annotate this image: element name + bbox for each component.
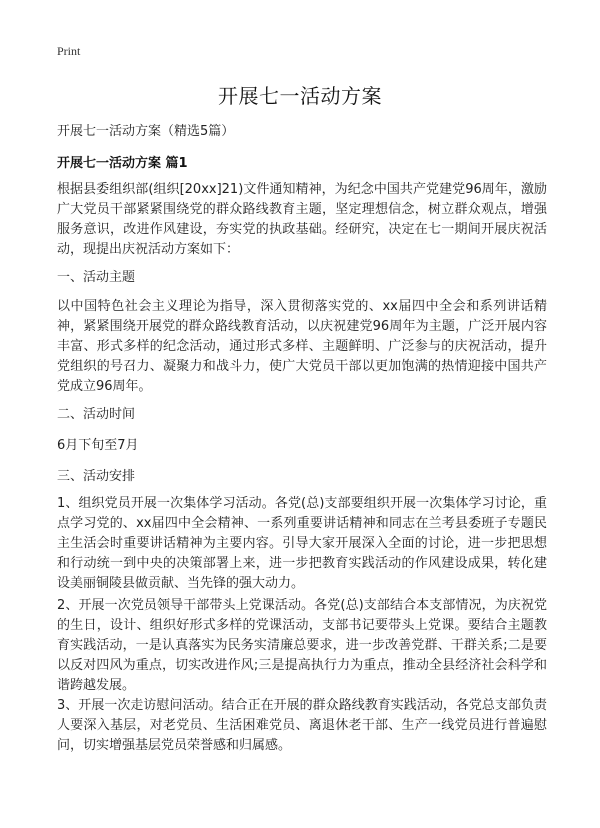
heading-theme: 一、活动主题 (57, 270, 136, 285)
document-subtitle: 开展七一活动方案（精选5篇） (57, 124, 235, 139)
arrangement-item-3: 3、开展一次走访慰问活动。结合正在开展的群众路线教育实践活动，各党总支部负责人要深入基层，对老党员、生活困难党员、离退休老干部、生产一线党员进行普遍慰问，切实增强基层党员荣誉感和归属感。 (57, 698, 547, 753)
arrangement-item-2: 2、开展一次党员领导干部带头上党课活动。各党(总)支部结合本支部情况，为庆祝党的生日，设计、组织好形式多样的党课活动，支部书记要带头上党课。要结合主题教育实践活动，一是认真落实为民务实清廉总要求，进一步改善党群、干群关系;二是要以反对四风为重点，切实改进作风;三是提高执行力为重点，推动全县经济社会科学和谐跨越发展。 (57, 598, 547, 693)
time-text: 6月下旬至7月 (57, 438, 139, 453)
intro-paragraph: 根据县委组织部(组织[20xx]21)文件通知精神，为纪念中国共产党建党96周年，激励广大党员干部紧紧围绕党的群众路线教育主题，坚定理想信念，树立群众观点，增强服务意识，改进作风建设，夯实党的执政基础。经研究，决定在七一期间开展庆祝活动，现提出庆祝活动方案如下： (57, 182, 547, 257)
theme-paragraph: 以中国特色社会主义理论为指导，深入贯彻落实党的、xx届四中全会和系列讲话精神，紧紧围绕开展党的群众路线教育活动，以庆祝建党96周年为主题，广泛开展内容丰富、形式多样的纪念活动，通过形式多样、主题鲜明、广泛参与的庆祝活动，提升党组织的号召力、凝聚力和战斗力，使广大党员干部以更加饱满的热情迎接中国共产党成立96周年。 (57, 299, 547, 394)
section-heading: 开展七一活动方案 篇1 (57, 156, 188, 171)
heading-arrange: 三、活动安排 (57, 469, 136, 484)
document-title: 开展七一活动方案 (218, 84, 382, 108)
heading-time: 二、活动时间 (57, 407, 136, 422)
arrangement-item-1: 1、组织党员开展一次集体学习活动。各党(总)支部要组织开展一次集体学习讨论，重点学习党的、xx届四中全会精神、一系列重要讲话精神和同志在兰考县委班子专题民主生活会时重要讲话精神为主要内容。引导大家开展深入全面的讨论，进一步把思想和行动统一到中央的决策部署上来，进一步把教育实践活动的作风建设成果，转化建设美丽铜陵县做贡献、当先锋的强大动力。 (57, 496, 547, 591)
print-label: Print (57, 44, 81, 58)
